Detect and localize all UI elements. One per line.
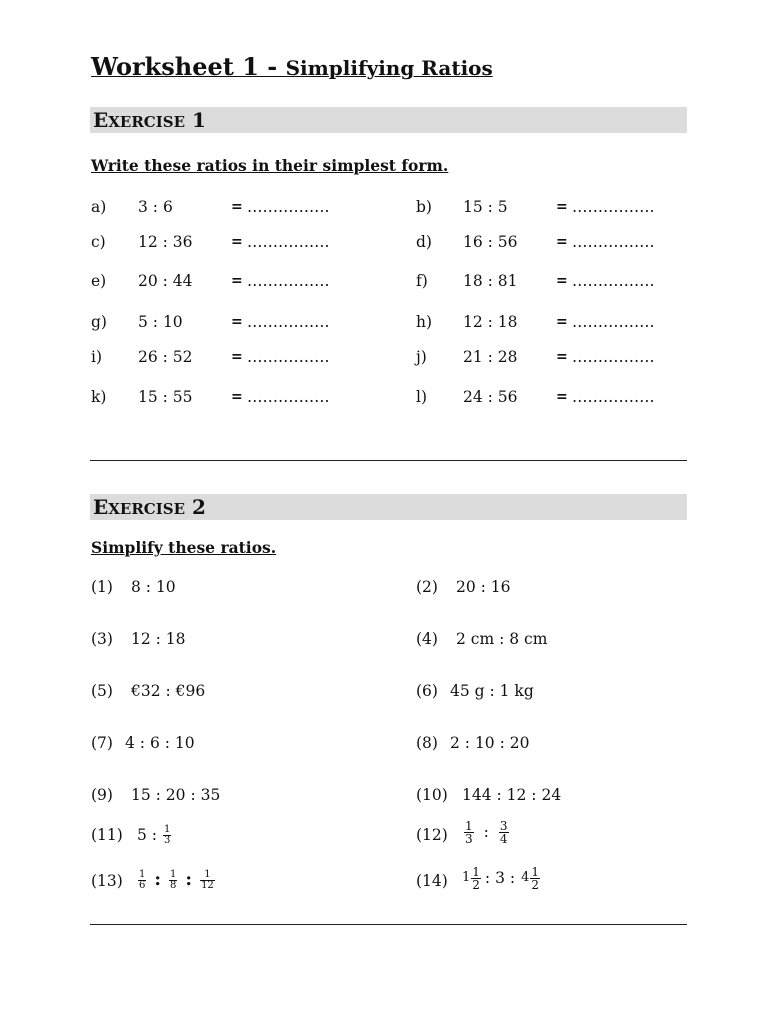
fraction-numerator: 1 <box>531 864 540 879</box>
equals-sign: = <box>556 314 568 330</box>
item-ratio: 2 cm : 8 cm <box>456 630 548 648</box>
item-14-expression <box>462 860 542 896</box>
item-ratio: 15 : 5 <box>463 198 508 216</box>
item-11-expression <box>137 820 173 850</box>
item-ratio: 45 g : 1 kg <box>450 682 534 700</box>
item-ratio: 3 : 6 <box>138 198 173 216</box>
item-letter: h) <box>416 313 433 331</box>
item-ratio: 20 : 16 <box>456 578 511 596</box>
fraction-denominator: 6 <box>139 879 146 891</box>
answer-blank[interactable]: ……………. <box>572 388 655 406</box>
item-number: (11) <box>91 826 123 844</box>
item-ratio: 12 : 18 <box>463 313 518 331</box>
item-ratio: 8 : 10 <box>131 578 176 596</box>
ratio-colon: : <box>483 823 489 841</box>
item-number: (10) <box>416 786 448 804</box>
equals-sign: = <box>231 389 243 405</box>
fraction-numerator: 1 <box>204 868 211 880</box>
item-number: (5) <box>91 682 113 700</box>
ratio-colon: : <box>185 869 193 890</box>
mixed-whole: 4 <box>521 870 530 885</box>
equals-sign: = <box>231 349 243 365</box>
item-ratio: €32 : €96 <box>131 682 206 700</box>
equals-sign: = <box>556 349 568 365</box>
item-ratio: 16 : 56 <box>463 233 518 251</box>
title-worksheet-part: Worksheet 1 - <box>91 52 286 81</box>
fraction-numerator: 1 <box>465 818 473 833</box>
item-ratio: 2 : 10 : 20 <box>450 734 530 752</box>
answer-blank[interactable]: ……………. <box>247 272 330 290</box>
fraction <box>163 825 171 846</box>
item-number: (7) <box>91 734 113 752</box>
exercise-2-label: EXERCISE 2 <box>93 495 206 519</box>
equals-sign: = <box>231 234 243 250</box>
item-number: (6) <box>416 682 438 700</box>
item-ratio: 26 : 52 <box>138 348 193 366</box>
answer-blank[interactable]: ……………. <box>247 313 330 331</box>
fraction-numerator: 1 <box>170 868 177 880</box>
item-13-expression <box>136 864 217 896</box>
fraction-numerator: 1 <box>472 864 480 879</box>
exercise-2-instruction: Simplify these ratios. <box>91 538 277 557</box>
equals-sign: = <box>231 199 243 215</box>
item-12-expression <box>462 814 511 850</box>
fraction-denominator: 4 <box>499 831 508 846</box>
fraction <box>200 870 215 891</box>
answer-blank[interactable]: ……………. <box>572 313 655 331</box>
fraction-denominator: 12 <box>201 879 214 891</box>
item-number: (12) <box>416 826 448 844</box>
equals-sign: = <box>556 389 568 405</box>
fraction <box>471 866 481 891</box>
equals-sign: = <box>556 273 568 289</box>
item-letter: d) <box>416 233 432 251</box>
answer-blank[interactable]: ……………. <box>572 348 655 366</box>
fraction-denominator: 2 <box>472 877 480 892</box>
equals-sign: = <box>556 234 568 250</box>
item-letter: g) <box>91 313 107 331</box>
exercise-1-header <box>90 107 687 133</box>
fraction <box>464 820 474 845</box>
item-ratio: 18 : 81 <box>463 272 518 290</box>
fraction-denominator: 3 <box>465 831 473 846</box>
item-number: (1) <box>91 578 113 596</box>
item-letter: c) <box>91 233 106 251</box>
fraction <box>138 870 146 891</box>
item-letter: b) <box>416 198 432 216</box>
item-number: (8) <box>416 734 438 752</box>
answer-blank[interactable]: ……………. <box>572 233 655 251</box>
fraction-denominator: 8 <box>170 879 177 891</box>
equals-sign: = <box>231 314 243 330</box>
exercise-2-header <box>90 494 687 520</box>
answer-blank[interactable]: ……………. <box>572 198 655 216</box>
item-number: (9) <box>91 786 113 804</box>
item-letter: e) <box>91 272 107 290</box>
item-number: (4) <box>416 630 438 648</box>
item-ratio: 12 : 36 <box>138 233 193 251</box>
item-ratio: 5 : 10 <box>138 313 183 331</box>
item-ratio: 12 : 18 <box>131 630 186 648</box>
item-11-lead: 5 : <box>137 826 158 844</box>
item-ratio: 24 : 56 <box>463 388 518 406</box>
worksheet-title <box>91 52 493 85</box>
exercise-1-instruction: Write these ratios in their simplest form. <box>91 156 449 175</box>
item-number: (2) <box>416 578 438 596</box>
equals-sign: = <box>231 273 243 289</box>
item-letter: f) <box>416 272 428 290</box>
fraction-denominator: 2 <box>531 877 540 892</box>
fraction <box>499 820 509 845</box>
section-divider <box>90 460 687 461</box>
fraction-numerator: 1 <box>164 823 171 835</box>
item-ratio: 4 : 6 : 10 <box>125 734 195 752</box>
answer-blank[interactable]: ……………. <box>247 348 330 366</box>
item-number: (14) <box>416 872 448 890</box>
item-ratio: 21 : 28 <box>463 348 518 366</box>
item-number: (13) <box>91 872 123 890</box>
item-letter: k) <box>91 388 107 406</box>
fraction-numerator: 1 <box>139 868 146 880</box>
item-ratio: 144 : 12 : 24 <box>462 786 562 804</box>
mixed-whole: 1 <box>462 870 471 885</box>
fraction-denominator: 3 <box>164 834 171 846</box>
answer-blank[interactable]: ……………. <box>247 233 330 251</box>
answer-blank[interactable]: ……………. <box>247 388 330 406</box>
item-ratio: 15 : 20 : 35 <box>131 786 221 804</box>
item-letter: j) <box>416 348 427 366</box>
item-ratio: 20 : 44 <box>138 272 193 290</box>
item-number: (3) <box>91 630 113 648</box>
ratio-colon: : <box>154 869 162 890</box>
item-letter: i) <box>91 348 103 366</box>
item-14-middle: : 3 : <box>484 869 516 887</box>
fraction-numerator: 3 <box>499 818 508 833</box>
fraction <box>530 866 540 891</box>
item-letter: a) <box>91 198 107 216</box>
bottom-divider <box>90 924 687 925</box>
exercise-1-label: EXERCISE 1 <box>93 108 206 132</box>
item-ratio: 15 : 55 <box>138 388 193 406</box>
fraction <box>169 870 177 891</box>
item-letter: l) <box>416 388 428 406</box>
answer-blank[interactable]: ……………. <box>572 272 655 290</box>
title-topic-part: Simplifying Ratios <box>285 56 493 80</box>
answer-blank[interactable]: ……………. <box>247 198 330 216</box>
equals-sign: = <box>556 199 568 215</box>
